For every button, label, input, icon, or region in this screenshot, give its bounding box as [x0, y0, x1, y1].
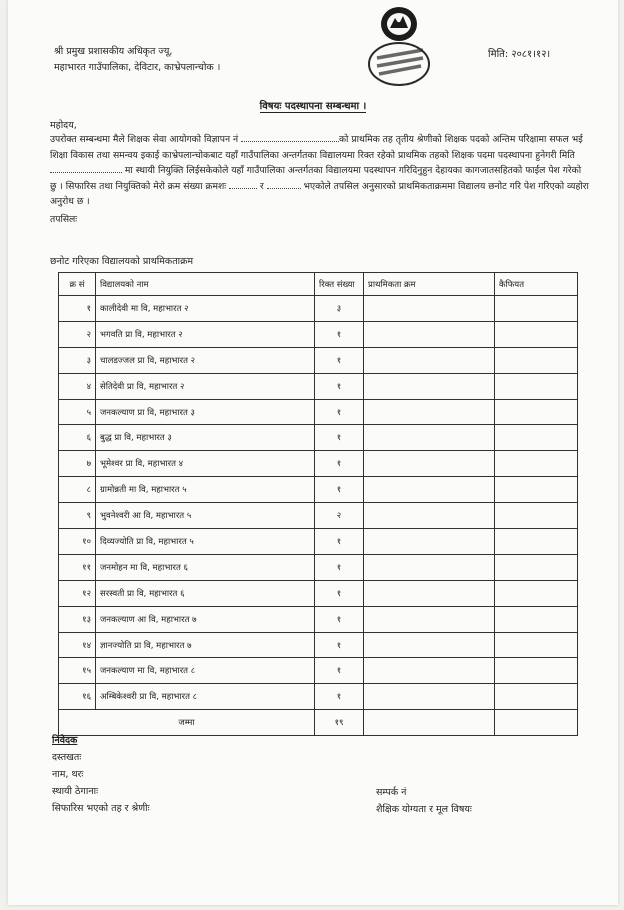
table-row: [59, 451, 578, 477]
subject-text: विषयः पदस्थापना सम्बन्धमा ।: [259, 101, 367, 112]
header-remarks: कैफियत: [495, 273, 578, 296]
body-text-1: उपरोक्त सम्बन्धमा मैले शिक्षक सेवा आयोगको विज्ञापन नं: [50, 134, 239, 145]
row-school-name: जनकल्याण आ वि, महाभारत ७: [96, 606, 315, 632]
row-vacancy: ३: [315, 296, 364, 322]
row-remarks-cell: [495, 373, 578, 399]
row-remarks-cell: [495, 425, 578, 451]
table-row: [59, 632, 578, 658]
row-priority-cell: [364, 658, 495, 684]
row-priority-cell: [364, 321, 495, 347]
serial-number-blank-2: [267, 188, 301, 189]
row-vacancy: १: [315, 373, 364, 399]
total-vacancy: १९: [315, 710, 364, 736]
document-page: [8, 0, 618, 905]
row-vacancy: २: [315, 503, 364, 529]
government-emblem-seal: [365, 4, 433, 86]
total-label: जम्मा: [59, 710, 315, 736]
row-remarks-cell: [495, 632, 578, 658]
row-school-name: भूमेश्वर प्रा वि, महाभारत ४: [96, 451, 315, 477]
row-priority-cell: [364, 373, 495, 399]
table-row: [59, 684, 578, 710]
row-serial: १६: [59, 684, 96, 710]
header-priority: प्राथमिकता क्रम: [364, 273, 495, 296]
appointment-date-blank: [50, 172, 122, 173]
table-row: [59, 503, 578, 529]
row-remarks-cell: [495, 347, 578, 373]
row-remarks-cell: [495, 399, 578, 425]
row-remarks-cell: [495, 321, 578, 347]
row-school-name: जनकल्याण प्रा वि, महाभारत ३: [96, 399, 315, 425]
row-serial: १५: [59, 658, 96, 684]
row-vacancy: १: [315, 632, 364, 658]
addressee-block: [54, 44, 220, 76]
body-text-2: को प्राथमिक तह तृतीय श्रेणीको शिक्षक पदको अन्तिम परिक्षामा सफल भई शिक्षा विकास तथा समन्वय इकाई काभ्रेपलान्चोकबाट यहाँ गाउँपालिका अन्तर्गतका विद्यालयमा रिक्त रहेको प्राथमिक तहको शिक्षक पदमा पदस्थापना हुनेगरी मिति: [50, 134, 583, 161]
recommended-level-label: सिफारिस भएको तह र श्रेणीः: [52, 803, 150, 814]
row-school-name: भगवति प्रा वि, महाभारत २: [96, 321, 315, 347]
addressee-line-1: श्री प्रमुख प्रशासकीय अधिकृत ज्यू,: [54, 46, 173, 57]
school-priority-table: [58, 272, 578, 736]
row-school-name: भुवनेश्वरी आ वि, महाभारत ५: [96, 503, 315, 529]
row-remarks-cell: [495, 580, 578, 606]
row-vacancy: १: [315, 477, 364, 503]
body-text-3: मा स्थायी नियुक्ति लिईसकेकोले यहाँ गाउँपालिका अन्तर्गतका विद्यालयमा पदस्थापन गरिदिनुहुन देहायका कागजातसहितको फाईल पेश गरेको छु । सिफारिस तथा नियुक्तिको मेरो क्रम संख्या क्रमशः: [50, 165, 582, 192]
table-header-row: [59, 273, 578, 296]
row-serial: १२: [59, 580, 96, 606]
table-row: [59, 321, 578, 347]
total-remarks-cell: [495, 710, 578, 736]
row-serial: १०: [59, 529, 96, 555]
row-serial: ८: [59, 477, 96, 503]
table-body: [59, 296, 578, 710]
row-priority-cell: [364, 684, 495, 710]
row-school-name: अम्बिकेश्वरी प्रा वि, महाभारत ८: [96, 684, 315, 710]
row-priority-cell: [364, 606, 495, 632]
applicant-block: [52, 732, 150, 817]
row-priority-cell: [364, 425, 495, 451]
row-serial: ६: [59, 425, 96, 451]
table-row: [59, 425, 578, 451]
row-school-name: ज्ञानज्योति प्रा वि, महाभारत ७: [96, 632, 315, 658]
row-vacancy: १: [315, 321, 364, 347]
serial-number-blank-1: [229, 188, 257, 189]
row-serial: १३: [59, 606, 96, 632]
school-list-caption: छनोट गरिएका विद्यालयको प्राथमिकताक्रम: [50, 256, 194, 267]
row-school-name: बुद्ध प्रा वि, महाभारत ३: [96, 425, 315, 451]
row-school-name: सेतिदेवी प्रा वि, महाभारत २: [96, 373, 315, 399]
row-priority-cell: [364, 399, 495, 425]
row-remarks-cell: [495, 658, 578, 684]
row-priority-cell: [364, 451, 495, 477]
table-row: [59, 477, 578, 503]
row-vacancy: १: [315, 684, 364, 710]
table-row: [59, 296, 578, 322]
applicant-heading: निवेदक: [52, 735, 78, 746]
address-label: स्थायी ठेगानाः: [52, 786, 99, 797]
row-school-name: जनमोहन मा वि, महाभारत ६: [96, 554, 315, 580]
row-school-name: ग्रामोन्नती मा वि, महाभारत ५: [96, 477, 315, 503]
row-priority-cell: [364, 554, 495, 580]
row-remarks-cell: [495, 451, 578, 477]
qualification-label: शैक्षिक योग्यता र मूल विषयः: [376, 804, 472, 815]
salutation: महोदय,: [50, 120, 77, 131]
row-school-name: कालीदेवी मा वि, महाभारत २: [96, 296, 315, 322]
addressee-line-2: महाभारत गाउँपालिका, देविटार, काभ्रेपलान्चोक ।: [54, 62, 221, 73]
advert-number-blank: [241, 141, 339, 142]
table-row: [59, 399, 578, 425]
row-vacancy: १: [315, 580, 364, 606]
row-vacancy: १: [315, 425, 364, 451]
row-remarks-cell: [495, 477, 578, 503]
table-row: [59, 658, 578, 684]
row-serial: ११: [59, 554, 96, 580]
header-vacancy: रिक्त संख्या: [315, 273, 364, 296]
signature-label: दस्तखतः: [52, 752, 82, 763]
header-serial: क्र सं: [59, 273, 96, 296]
row-remarks-cell: [495, 529, 578, 555]
row-priority-cell: [364, 296, 495, 322]
body-paragraph: [50, 132, 590, 210]
row-vacancy: १: [315, 529, 364, 555]
table-row: [59, 373, 578, 399]
table-row: [59, 347, 578, 373]
row-remarks-cell: [495, 606, 578, 632]
table-row: [59, 580, 578, 606]
contact-block: [376, 784, 472, 818]
total-priority-cell: [364, 710, 495, 736]
annex-label: तपसिलः: [50, 213, 78, 225]
row-vacancy: १: [315, 658, 364, 684]
row-priority-cell: [364, 529, 495, 555]
row-school-name: सरस्वती प्रा वि, महाभारत ६: [96, 580, 315, 606]
row-school-name: चालडज्जल प्रा वि, महाभारत २: [96, 347, 315, 373]
row-vacancy: १: [315, 606, 364, 632]
letter-body: [50, 132, 590, 227]
body-connector: र: [259, 180, 264, 192]
row-priority-cell: [364, 347, 495, 373]
header-school-name: विद्यालयको नाम: [96, 273, 315, 296]
row-remarks-cell: [495, 296, 578, 322]
body-text-4: भएकोले तपसिल अनुसारको प्राथमिकताक्रममा विद्यालय छनोट गरि पेश गरिएको व्यहोरा अनुरोध छ ।: [50, 180, 589, 207]
row-serial: ९: [59, 503, 96, 529]
row-serial: २: [59, 321, 96, 347]
row-serial: १: [59, 296, 96, 322]
row-serial: ४: [59, 373, 96, 399]
row-serial: ५: [59, 399, 96, 425]
row-school-name: जनकल्याण मा वि, महाभारत ८: [96, 658, 315, 684]
row-remarks-cell: [495, 684, 578, 710]
row-vacancy: १: [315, 451, 364, 477]
subject-line: [8, 98, 618, 112]
contact-number-label: सम्पर्क नं: [376, 787, 407, 798]
name-label: नाम, थरः: [52, 769, 84, 780]
row-serial: १४: [59, 632, 96, 658]
row-remarks-cell: [495, 554, 578, 580]
row-priority-cell: [364, 632, 495, 658]
row-remarks-cell: [495, 503, 578, 529]
row-vacancy: १: [315, 554, 364, 580]
row-vacancy: १: [315, 347, 364, 373]
row-priority-cell: [364, 580, 495, 606]
table-row: [59, 606, 578, 632]
table-row: [59, 529, 578, 555]
row-serial: ३: [59, 347, 96, 373]
row-school-name: दिव्यज्योति प्रा वि, महाभारत ५: [96, 529, 315, 555]
letter-date: मिति: २०८१।१२।: [488, 49, 551, 60]
row-priority-cell: [364, 503, 495, 529]
row-vacancy: १: [315, 399, 364, 425]
row-serial: ७: [59, 451, 96, 477]
table-row: [59, 554, 578, 580]
row-priority-cell: [364, 477, 495, 503]
